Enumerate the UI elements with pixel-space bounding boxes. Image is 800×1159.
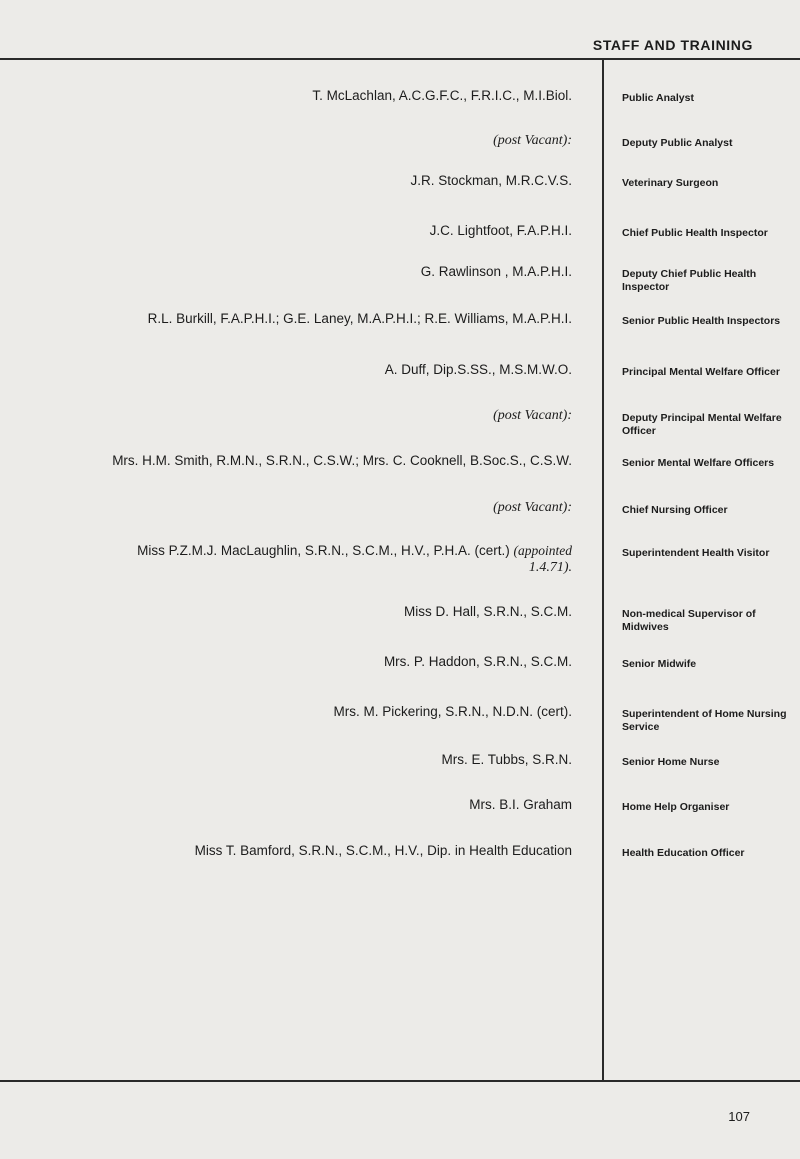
staff-name: Miss D. Hall, S.R.N., S.C.M.	[403, 604, 572, 619]
staff-role: Superintendent Health Visitor	[622, 547, 770, 559]
staff-role: Senior Midwife	[622, 658, 697, 670]
staff-role: Home Help Organiser	[622, 801, 730, 813]
appointed-note: (appointed	[513, 543, 572, 558]
staff-role: Chief Nursing Officer	[622, 504, 728, 516]
staff-role: Public Analyst	[622, 92, 694, 104]
staff-name: J.R. Stockman, M.R.C.V.S.	[410, 173, 572, 188]
page-header-title: STAFF AND TRAINING	[592, 37, 753, 53]
staff-name: (post Vacant):	[493, 500, 572, 515]
staff-role: Chief Public Health Inspector	[622, 227, 768, 239]
staff-name: Mrs. H.M. Smith, R.M.N., S.R.N., C.S.W.; Mrs. C. Cooknell, B.Soc.S., C.S.W.	[112, 453, 572, 468]
staff-role: Superintendent of Home Nursing Service	[622, 708, 787, 733]
staff-role: Deputy Public Analyst	[622, 137, 733, 149]
staff-role: Veterinary Surgeon	[622, 177, 719, 189]
staff-name: T. McLachlan, A.C.G.F.C., F.R.I.C., M.I.Biol.	[312, 88, 572, 103]
staff-role: Deputy Chief Public Health Inspector	[622, 268, 757, 293]
staff-name: Mrs. P. Haddon, S.R.N., S.C.M.	[383, 654, 572, 669]
staff-name: (post Vacant):	[493, 133, 572, 148]
staff-role: Senior Public Health Inspectors	[622, 315, 781, 327]
staff-name: Miss P.Z.M.J. MacLaughlin, S.R.N., S.C.M., H.V., P.H.A. (cert.)	[137, 543, 510, 558]
staff-role: Senior Mental Welfare Officers	[622, 457, 775, 469]
staff-name-appointed	[137, 543, 572, 559]
staff-role: Principal Mental Welfare Officer	[622, 366, 780, 378]
top-rule	[0, 58, 800, 60]
staff-name: Mrs. E. Tubbs, S.R.N.	[441, 752, 572, 767]
staff-name: J.C. Lightfoot, F.A.P.H.I.	[429, 223, 572, 238]
staff-role: Non-medical Supervisor of Midwives	[622, 608, 756, 633]
column-divider	[602, 59, 604, 1081]
staff-role: Senior Home Nurse	[622, 756, 720, 768]
staff-name: R.L. Burkill, F.A.P.H.I.; G.E. Laney, M.A.P.H.I.; R.E. Williams, M.A.P.H.I.	[147, 311, 572, 326]
staff-name: G. Rawlinson , M.A.P.H.I.	[420, 264, 572, 279]
page-number: 107	[728, 1109, 750, 1124]
staff-name: Mrs. M. Pickering, S.R.N., N.D.N. (cert).	[333, 704, 572, 719]
staff-name: Mrs. B.I. Graham	[469, 797, 572, 812]
staff-name: Miss T. Bamford, S.R.N., S.C.M., H.V., Dip. in Health Education	[194, 843, 572, 858]
staff-name: (post Vacant):	[493, 408, 572, 423]
staff-name: A. Duff, Dip.S.SS., M.S.M.W.O.	[384, 362, 572, 377]
appointed-date: 1.4.71).	[528, 560, 572, 575]
bottom-rule	[0, 1080, 800, 1082]
staff-role: Deputy Principal Mental Welfare Officer	[622, 412, 782, 437]
staff-role: Health Education Officer	[622, 847, 745, 859]
